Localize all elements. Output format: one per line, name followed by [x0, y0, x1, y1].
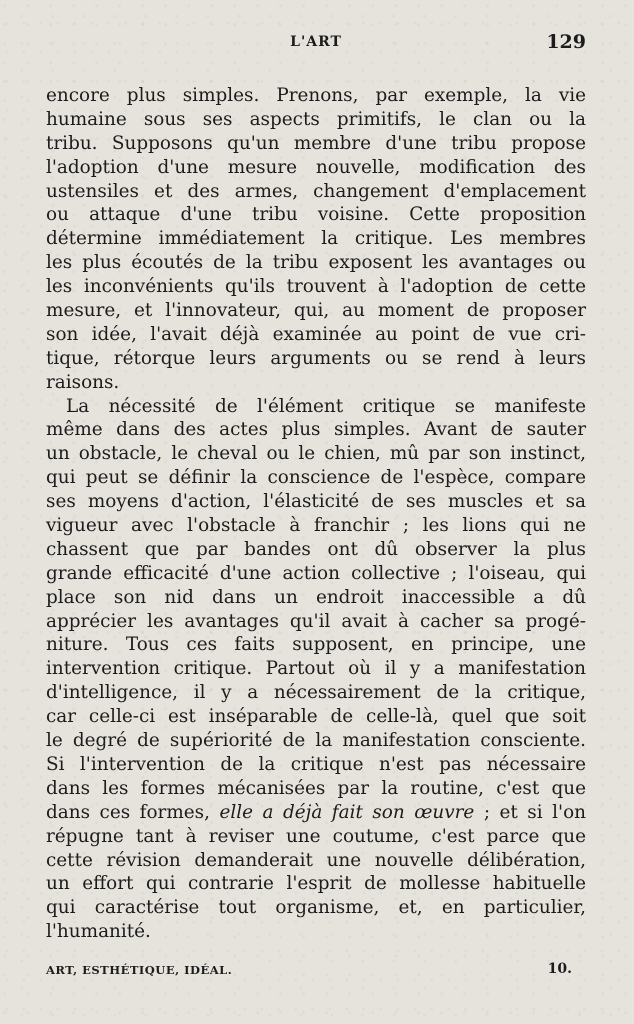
signature-mark: ART, ESTHÉTIQUE, IDÉAL. — [46, 963, 233, 977]
text-segment: ; et si l'on — [474, 801, 586, 823]
text-line: ustensiles et des armes, changement d'emplacement — [46, 180, 586, 202]
text-line: humaine sous ses aspects primitifs, le clan ou la — [46, 108, 586, 130]
text-line: détermine immédiatement la critique. Les membres — [46, 228, 586, 250]
text-line: d'intelligence, il y a nécessairement de la critique, — [46, 682, 586, 704]
text-line: La nécessité de l'élément critique se manifeste — [66, 395, 586, 417]
text-line: dans les formes mécanisées par la routine, c'est que — [46, 777, 586, 799]
text-line: tique, rétorque leurs arguments ou se rend à leurs — [46, 347, 586, 369]
text-line: ses moyens d'action, l'élasticité de ses muscles et sa — [46, 491, 586, 513]
page-number: 129 — [546, 31, 586, 53]
text-line: un effort qui contrarie l'esprit de mollesse habituelle — [46, 873, 586, 895]
running-title: L'ART — [290, 34, 342, 50]
text-line: apprécier les avantages qu'il avait à cacher sa progé- — [46, 610, 586, 632]
text-line: cette révision demanderait une nouvelle délibération, — [46, 849, 586, 871]
text-line: encore plus simples. Prenons, par exemple, la vie — [46, 85, 586, 106]
page-footer — [46, 963, 572, 983]
text-line: niture. Tous ces faits supposent, en principe, une — [46, 634, 586, 656]
text-line: vigueur avec l'obstacle à franchir ; les lions qui ne — [46, 515, 586, 537]
text-line: qui caractérise tout organisme, et, en particulier, — [46, 897, 586, 919]
text-line: répugne tant à reviser une coutume, c'est parce que — [46, 825, 586, 847]
signature-number: 10. — [547, 961, 572, 977]
body-text — [46, 84, 586, 944]
text-line: mesure, et l'innovateur, qui, au moment de proposer — [46, 300, 586, 322]
text-line: même dans des actes plus simples. Avant de sauter — [46, 419, 586, 441]
text-line: intervention critique. Partout où il y a manifestation — [46, 658, 586, 680]
text-line: place son nid dans un endroit inaccessible a dû — [46, 586, 586, 608]
text-line: tribu. Supposons qu'un membre d'une tribu propose — [46, 132, 586, 154]
text-line: les plus écoutés de la tribu exposent les avantages ou — [46, 252, 586, 274]
page-header — [46, 31, 586, 58]
text-line-italic — [46, 801, 586, 825]
text-line: son idée, l'avait déjà examinée au point de vue cri- — [46, 323, 586, 345]
text-line: l'humanité. — [46, 921, 151, 943]
text-line: car celle-ci est inséparable de celle-là, quel que soit — [46, 706, 586, 728]
paragraph-1 — [46, 84, 586, 395]
paragraph-2 — [46, 395, 586, 944]
text-line: le degré de supériorité de la manifestation consciente. — [46, 730, 586, 752]
text-line: Si l'intervention de la critique n'est pas nécessaire — [46, 753, 586, 775]
text-segment: dans ces formes, — [46, 801, 220, 823]
text-line: un obstacle, le cheval ou le chien, mû par son instinct, — [46, 443, 586, 465]
text-line: les inconvénients qu'ils trouvent à l'adoption de cette — [46, 276, 586, 298]
italic-phrase: elle a déjà fait son œuvre — [219, 801, 475, 823]
text-line: ou attaque d'une tribu voisine. Cette proposition — [46, 204, 586, 226]
text-line: raisons. — [46, 371, 120, 393]
text-line: qui peut se définir la conscience de l'espèce, compare — [46, 467, 586, 489]
text-line: l'adoption d'une mesure nouvelle, modification des — [46, 156, 586, 178]
text-line: chassent que par bandes ont dû observer la plus — [46, 538, 586, 560]
text-line: grande efficacité d'une action collective ; l'oiseau, qui — [46, 562, 586, 584]
